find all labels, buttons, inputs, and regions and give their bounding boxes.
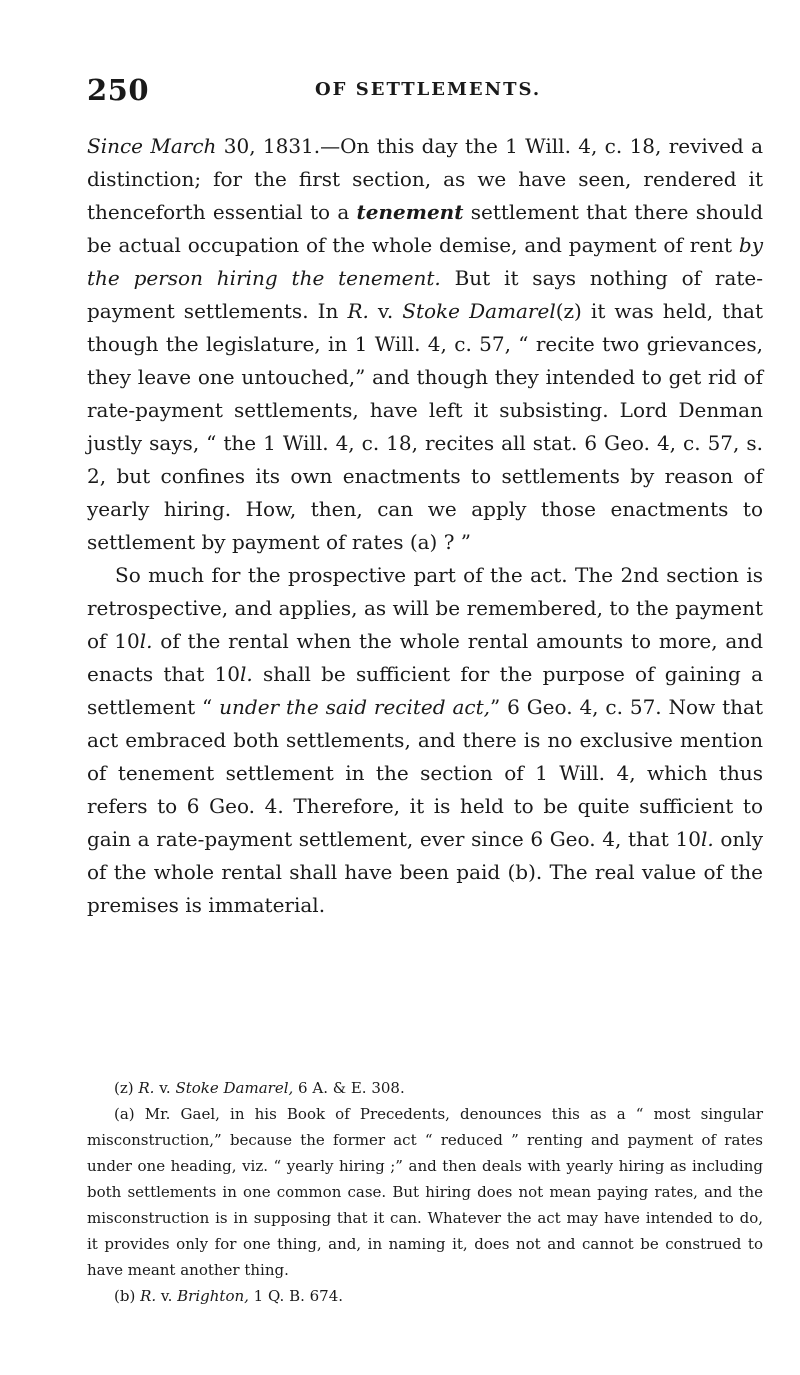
page-header [87, 73, 763, 113]
footnote-a: (a) Mr. Gael, in his Book of Precedents, denounces this as a “ most singular misconstruction,” because the former act “ reduced ” renting and payment of rates under one heading, viz. “ yearly hiring ;” and then deals with yearly hiring as including both settlements in one common case. But hiring does not mean paying rates, and the misconstruction is in supposing that it can. Whatever the act may have intended to do, it provides only for one thing, and, in naming it, does not and cannot be construed to have meant another thing. [87, 1105, 763, 1279]
section-lead: Since March [87, 134, 217, 158]
emphasis-person-hiring: by the person hiring the tenement. [87, 233, 763, 290]
running-head: OF SETTLEMENTS. [315, 79, 542, 100]
footnote-b: (b) R. v. Brighton, 1 Q. B. 674. [114, 1287, 344, 1305]
paragraph-2: So much for the prospective part of the act. The 2nd section is retrospective, and applies, as will be remembered, to the payment of 10l. of the rental when the whole rental amounts to more, and enacts that 10l. shall be sufficient for the purpose of gaining a settlement “ under the said recited act,” 6 Geo. 4, c. 57. Now that act embraced both settlements, and there is no exclusive mention of tenement settlement in the section of 1 Will. 4, which thus refers to 6 Geo. 4. Therefore, it is held to be quite sufficient to gain a rate-payment settlement, ever since 6 Geo. 4, that 10l. only of the whole rental shall have been paid (b). The real value of the premises is immaterial. [87, 563, 764, 917]
emphasis-tenement: tenement [356, 200, 464, 224]
footnote-marker: (z) [114, 1079, 134, 1097]
footnote-ref-a[interactable]: (a) [409, 530, 438, 554]
paragraph-1: Since March 30, 1831.—On this day the 1 Will. 4, c. 18, revived a distinction; for the first section, as we have seen, rendered it thenceforth essential to a tenement settlement that there should be actual occupation of the whole demise, and payment of rent by the person hiring the tenement. But it says nothing of rate-payment settlements. In R. v. Stoke Damarel(z) it was held, that though the legislature, in 1 Will. 4, c. 57, “ recite two grievances, they leave one untouched,” and though they intended to get rid of rate-payment settlements, have left it subsisting. Lord Denman justly says, “ the 1 Will. 4, c. 18, recites all stat. 6 Geo. 4, c. 57, s. 2, but confines its own enactments to settlements by reason of yearly hiring. How, then, can we apply those enactments to settlement by payment of rates (a) ? ” [87, 134, 764, 554]
footnote-marker: (a) [114, 1105, 135, 1123]
case-rex: R. [347, 299, 369, 323]
footnote-ref-z[interactable]: (z) [555, 299, 582, 323]
body-text [87, 130, 763, 922]
emphasis-recited-act: under the said recited act, [219, 695, 490, 719]
footnotes [87, 1075, 763, 1309]
case-stoke-damarel: Stoke Damarel [402, 299, 556, 323]
footnote-ref-b[interactable]: (b). [507, 860, 543, 884]
footnote-z: (z) R. v. Stoke Damarel, 6 A. & E. 308. [114, 1079, 405, 1097]
case-stoke-damarel: Stoke Damarel, [175, 1079, 294, 1097]
page-number: 250 [87, 73, 150, 107]
case-brighton: Brighton, [177, 1287, 249, 1305]
footnote-marker: (b) [114, 1287, 136, 1305]
